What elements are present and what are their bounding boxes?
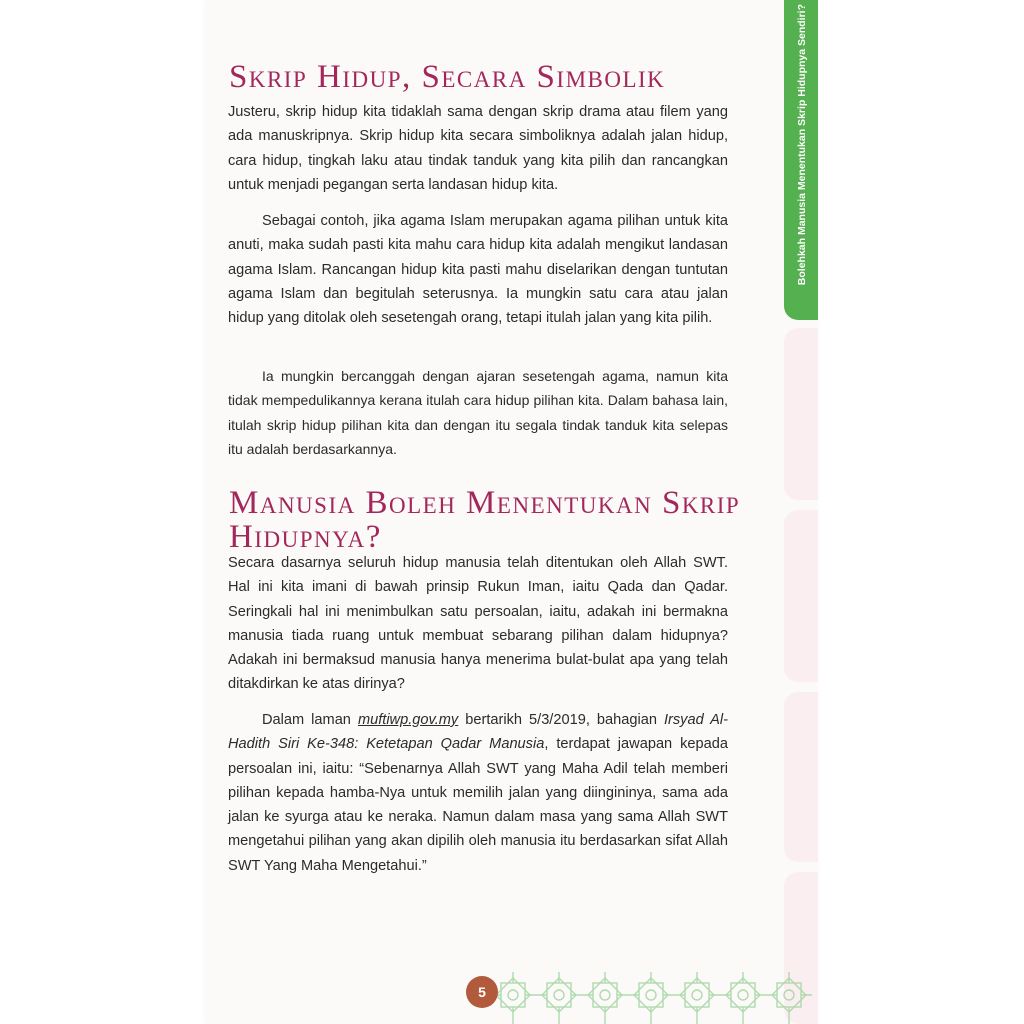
page-number: 5 [466,976,498,1008]
side-tab-blank-1 [784,328,818,500]
website-link[interactable]: muftiwp.gov.my [357,712,459,728]
paragraph-5 [228,708,728,878]
article-title-italic: Irsyad Al-Hadith Siri Ke-348: Ketetapan Qadar Manusia [228,712,729,753]
chapter-side-tab-label: Bolehkah Manusia Menentukan Skrip Hidupnya Sendiri? [796,4,808,286]
paragraph-5-suffix: , terdapat jawapan kepada persoalan ini, iaitu: “Sebenarnya Allah SWT yang Maha Adil telah memberi pilihan kepada hamba-Nya untuk memilih jalan yang diingininya, sama ada jalan ke syurga atau ke neraka. Namun dalam masa yang sama Allah SWT mengetahui pilihan yang akan dipilih oleh manusia itu berdasarkan sifat Allah SWT Yang Maha Mengetahui.” [228,736,728,874]
side-tab-blank-2 [784,510,818,682]
page-sheet [205,0,817,1024]
chapter-side-tab [784,0,818,320]
geometric-pattern-ornament [490,972,812,1024]
paragraph-3: Ia mungkin bercanggah dengan ajaran sesetengah agama, namun kita tidak mempedulikannya kerana itulah cara hidup pilihan kita. Dalam bahasa lain, itulah skrip hidup pilihan kita dan dengan itu segala tindak tanduk kita selepas itu adalah berdasarkannya. [228,368,728,457]
paragraph-4: Secara dasarnya seluruh hidup manusia telah ditentukan oleh Allah SWT. Hal ini kita imani di bawah prinsip Rukun Iman, iaitu Qada dan Qadar. Seringkali hal ini menimbulkan satu persoalan, iaitu, adakah ini bermakna manusia tiada ruang untuk membuat sebarang pilihan dalam hidupnya? Adakah ini bermaksud manusia hanya menerima bulat-bulat apa yang telah ditakdirkan ke atas dirinya? [228,555,728,693]
section-heading-manusia-boleh: Manusia Boleh Menentukan Skrip Hidupnya? [229,485,741,555]
paragraph-1: Justeru, skrip hidup kita tidaklah sama dengan skrip drama atau filem yang ada manuskripnya. Skrip hidup kita secara simboliknya adalah jalan hidup, cara hidup, tingkah laku atau tindak tanduk yang kita pilih dan rancangkan untuk menjadi pegangan serta landasan hidup kita. [228,104,728,193]
section-heading-skrip-hidup: Skrip Hidup, Secara Simbolik [229,59,666,95]
paragraph-2: Sebagai contoh, jika agama Islam merupakan agama pilihan untuk kita anuti, maka sudah pasti kita mahu cara hidup kita adalah mengikut landasan agama Islam. Rancangan hidup kita pasti mahu diselarikan dengan tuntutan agama Islam dan begitulah seterusnya. Ia mungkin satu cara atau jalan hidup yang ditolak oleh sesetengah orang, tetapi itulah jalan yang kita pilih. [228,213,728,327]
paragraph-5-middle: bertarikh 5/3/2019, bahagian [458,712,664,728]
side-tab-blank-3 [784,692,818,862]
paragraph-5-prefix: Dalam laman [262,712,358,728]
